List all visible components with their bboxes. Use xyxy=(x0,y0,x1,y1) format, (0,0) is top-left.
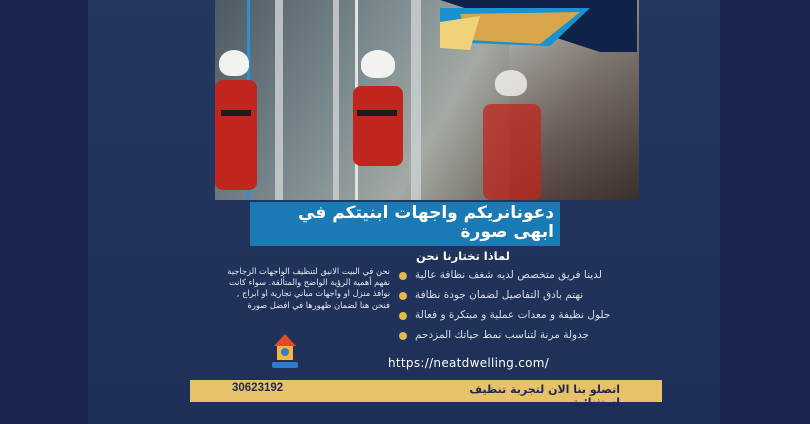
worker-left xyxy=(215,40,275,200)
helmet-icon xyxy=(219,50,249,76)
bullet-dot-icon xyxy=(399,332,407,340)
bullet-text: نهتم بادق التفاصيل لضمان جودة نظافة xyxy=(415,289,584,301)
worker-body xyxy=(215,80,257,190)
bullet-dot-icon xyxy=(399,272,407,280)
helmet-icon xyxy=(495,70,527,96)
worker-center xyxy=(335,50,405,200)
helmet-icon xyxy=(361,50,395,78)
harness xyxy=(357,110,397,116)
decorative-banner xyxy=(440,0,637,52)
worker-reflection xyxy=(455,70,545,200)
worker-body xyxy=(483,104,541,200)
bullet-text: جدولة مرنة لتناسب نمط حياتك المزدحم xyxy=(415,329,590,341)
cta-text: اتصلو بنا الان لتجربة تنظيف استثنائية. xyxy=(469,383,620,409)
website-link[interactable]: https://neatdwelling.com/ xyxy=(388,356,550,370)
left-margin xyxy=(0,0,88,424)
company-logo-icon xyxy=(270,332,300,370)
bullet-text: حلول نظيفة و معدات عملية و مبتكرة و فعالة xyxy=(415,309,611,321)
why-us-list xyxy=(395,268,625,362)
window-frame xyxy=(411,0,421,200)
list-item xyxy=(395,288,625,308)
bullet-text: لدينا فريق متخصص لديه شغف نظافة عالية xyxy=(415,269,602,281)
worker-body xyxy=(353,86,403,166)
right-margin xyxy=(720,0,810,424)
why-us-heading: لماذا تختارنا نحن xyxy=(415,249,510,263)
list-item xyxy=(395,268,625,288)
bullet-dot-icon xyxy=(399,292,407,300)
harness xyxy=(221,110,251,116)
page-title: دعونانريكم واجهات ابنيتكم في ابهى صورة xyxy=(298,203,554,242)
bullet-dot-icon xyxy=(399,312,407,320)
window-frame xyxy=(275,0,283,200)
description-text: نحن في البيت الانيق لتنظيف الواجهات الزجاجية نفهم أهمية الرؤية الواضح والمتألقة. سواء كانت نوافذ منزل او واجهات مباني تجارية او ابراج , فنحن هنا لضمان ظهورها في افضل صورة xyxy=(227,266,390,310)
phone-number[interactable]: 30623192 xyxy=(232,382,284,394)
list-item xyxy=(395,308,625,328)
